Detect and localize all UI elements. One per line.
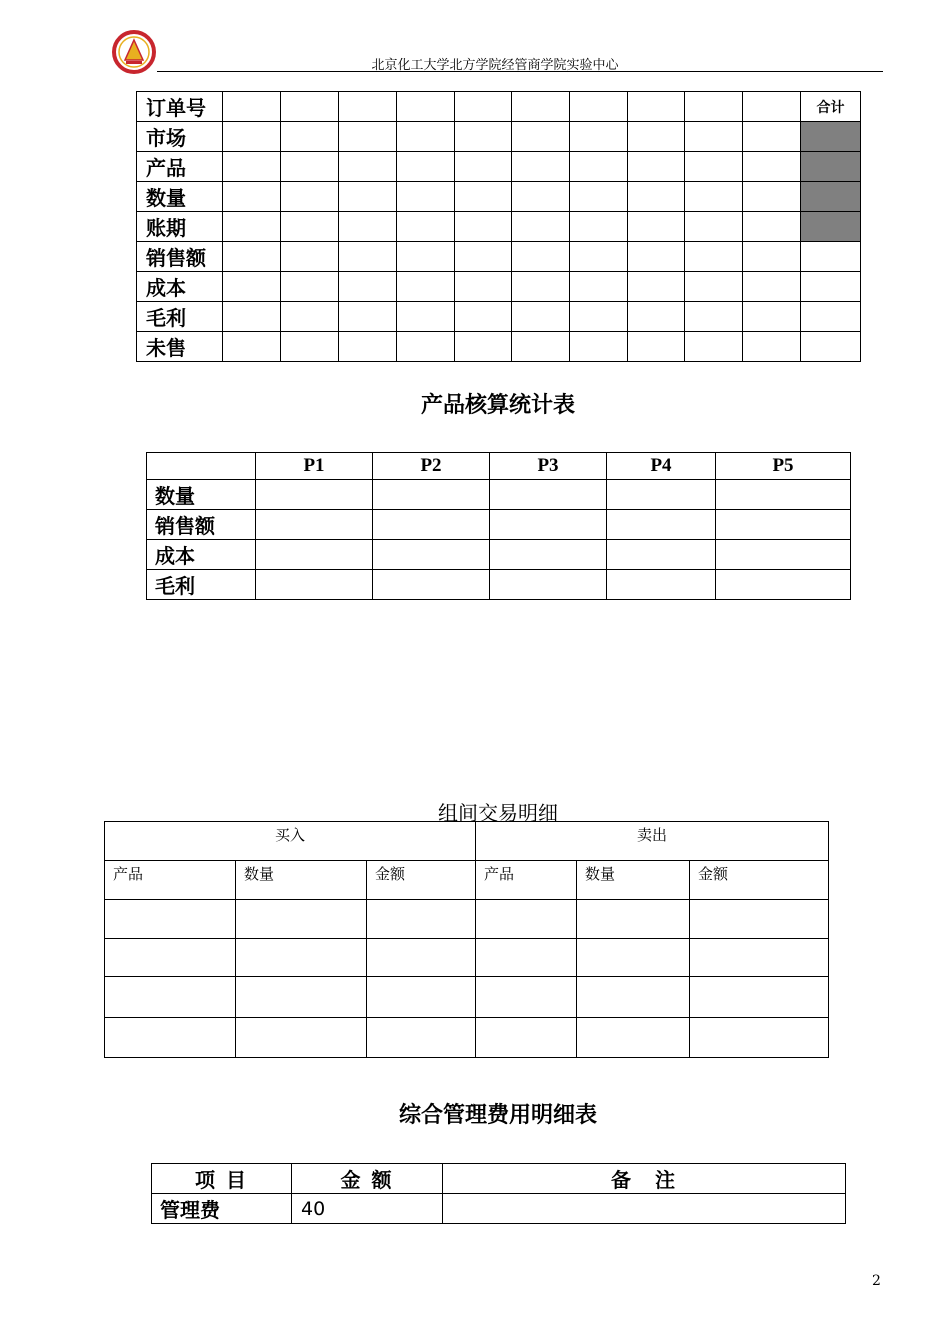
row-label: 数量: [137, 182, 223, 212]
admin-fee-table: [151, 1163, 846, 1224]
fee-amount[interactable]: 40: [292, 1194, 443, 1224]
table-header-row: [105, 861, 829, 900]
row-label: 账期: [137, 212, 223, 242]
product-table: [146, 452, 851, 600]
column-header: 金额: [367, 861, 476, 900]
table-row: [147, 540, 851, 570]
row-label: 毛利: [147, 570, 256, 600]
row-label: 市场: [137, 122, 223, 152]
header-institution: 北京化工大学北方学院经管商学院实验中心: [371, 58, 619, 73]
table-row: [137, 302, 861, 332]
trade-table: [104, 821, 829, 1058]
row-label: 数量: [147, 480, 256, 510]
table-row: [137, 152, 861, 182]
column-header: 备 注: [443, 1164, 846, 1194]
row-label: 成本: [147, 540, 256, 570]
column-header: P1: [256, 453, 373, 480]
column-header: 金额: [690, 861, 829, 900]
shaded-cell: [801, 152, 861, 182]
table-row: [137, 122, 861, 152]
table-row: [137, 182, 861, 212]
row-label: 订单号: [137, 92, 223, 122]
table-row: [147, 570, 851, 600]
row-label: 未售: [137, 332, 223, 362]
shaded-cell: [801, 122, 861, 152]
table-row: [105, 939, 829, 977]
column-header: P5: [716, 453, 851, 480]
shaded-cell: [801, 212, 861, 242]
trade-table-title: 组间交易明细: [438, 801, 558, 825]
table-row: [137, 212, 861, 242]
row-label: 产品: [137, 152, 223, 182]
page-number: 2: [872, 1273, 881, 1289]
table-row: [147, 510, 851, 540]
table-row: [147, 480, 851, 510]
column-header: P4: [607, 453, 716, 480]
column-header: P2: [373, 453, 490, 480]
table-row: [137, 242, 861, 272]
remark-cell[interactable]: [443, 1194, 846, 1224]
column-header: 数量: [577, 861, 690, 900]
table-row: [137, 332, 861, 362]
table-row: [105, 977, 829, 1018]
buy-group-header: 买入: [105, 822, 476, 861]
sell-group-header: 卖出: [476, 822, 829, 861]
row-label: 销售额: [147, 510, 256, 540]
column-header: 项 目: [152, 1164, 292, 1194]
table-row: [152, 1194, 846, 1224]
column-header: P3: [490, 453, 607, 480]
table-row: [137, 92, 861, 122]
college-logo-icon: [112, 30, 156, 74]
row-label: 管理费: [152, 1194, 292, 1224]
table-header-row: [152, 1164, 846, 1194]
sum-header: 合计: [801, 92, 861, 122]
row-label: 成本: [137, 272, 223, 302]
header-divider: [157, 71, 883, 72]
table-row: [105, 1018, 829, 1058]
column-header: 数量: [236, 861, 367, 900]
column-header: 产品: [476, 861, 577, 900]
admin-table-title: 综合管理费用明细表: [398, 1103, 597, 1128]
table-group-row: [105, 822, 829, 861]
column-header: 产品: [105, 861, 236, 900]
column-header: 金 额: [292, 1164, 443, 1194]
shaded-cell: [801, 182, 861, 212]
row-label: 销售额: [137, 242, 223, 272]
table-row: [137, 272, 861, 302]
product-table-title: 产品核算统计表: [420, 393, 575, 418]
order-table: [136, 91, 861, 362]
table-header-row: [147, 453, 851, 480]
table-row: [105, 900, 829, 939]
row-label: 毛利: [137, 302, 223, 332]
